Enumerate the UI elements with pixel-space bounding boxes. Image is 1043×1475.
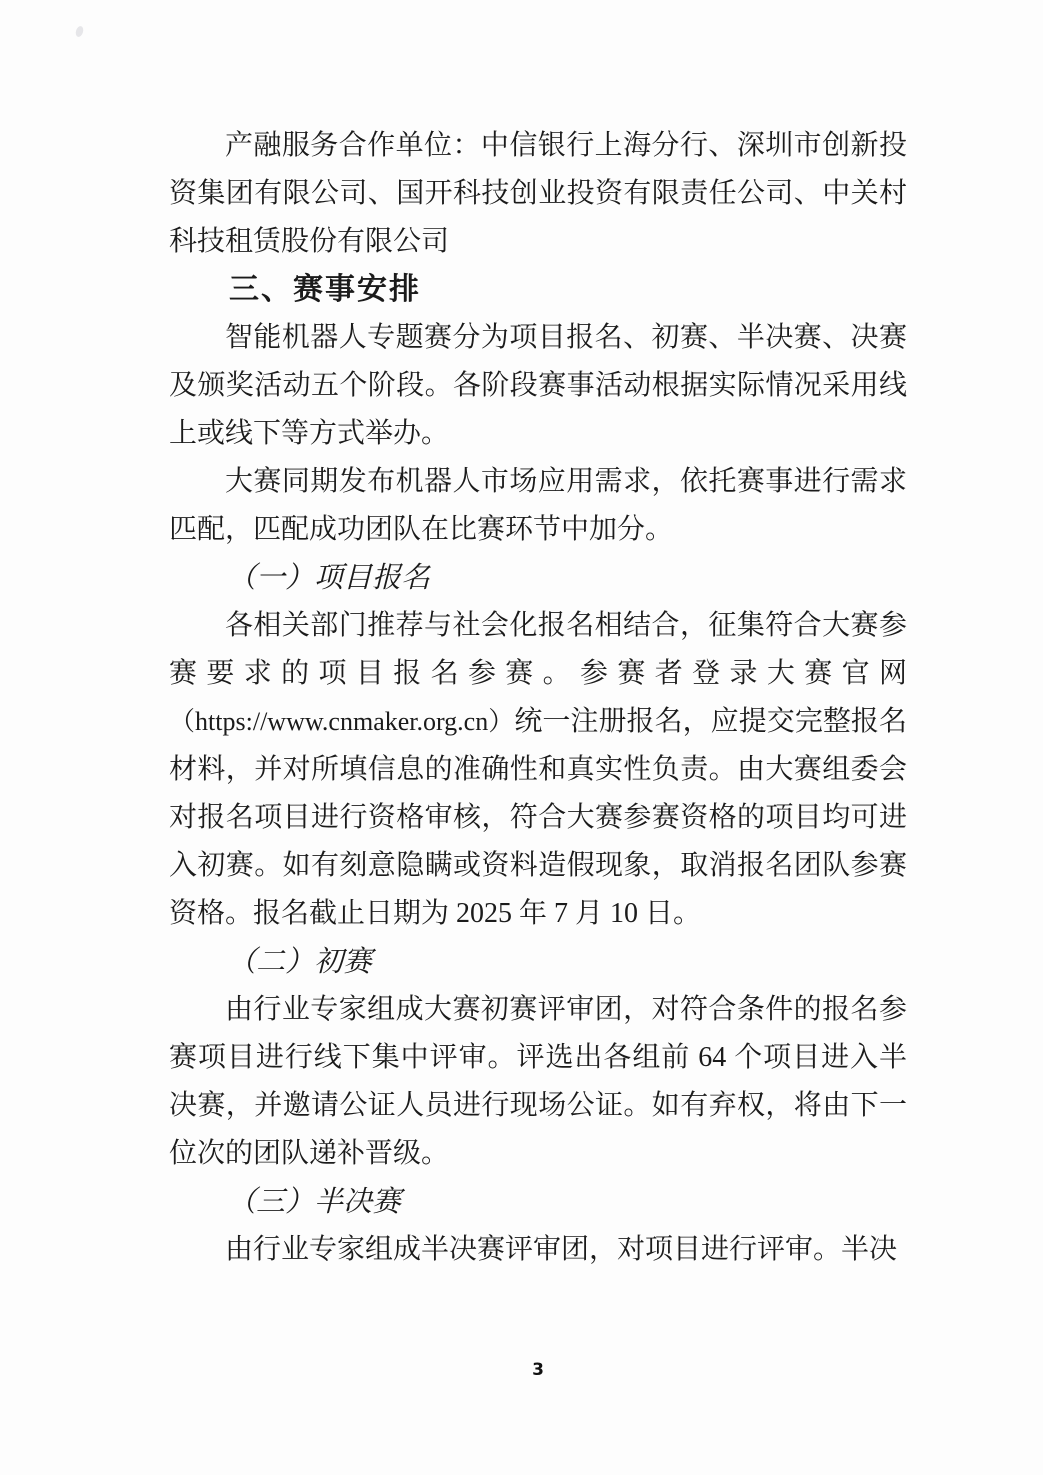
document-body (169, 122, 907, 1274)
heading-sub-2-preliminary-round: （二）初赛 (227, 946, 373, 978)
heading-sub-1-project-registration: （一）项目报名 (227, 562, 431, 594)
paragraph-registration-details (169, 602, 907, 938)
scan-artifact (74, 25, 84, 38)
paragraph-financial-partners: 产融服务合作单位：中信银行上海分行、深圳市创新投资集团有限公司、国开科技创业投资有限责任公司、中关村科技租赁股份有限公司 (169, 130, 907, 257)
page-number: 3 (532, 1360, 544, 1380)
registration-url: （https://www.cnmaker.org.cn） (169, 707, 515, 736)
heading-sub-3-semifinal-round: （三）半决赛 (227, 1186, 402, 1218)
registration-text-before-url: 各相关部门推荐与社会化报名相结合，征集符合大赛参赛要求的项目报名参赛。参赛者登录大赛官网 (169, 610, 907, 689)
paragraph-competition-stages: 智能机器人专题赛分为项目报名、初赛、半决赛、决赛及颁奖活动五个阶段。各阶段赛事活动根据实际情况采用线上或线下等方式举办。 (169, 322, 907, 449)
paragraph-demand-matching: 大赛同期发布机器人市场应用需求，依托赛事进行需求匹配，匹配成功团队在比赛环节中加分。 (169, 466, 907, 545)
paragraph-preliminary-details: 由行业专家组成大赛初赛评审团，对符合条件的报名参赛项目进行线下集中评审。评选出各组前 64 个项目进入半决赛，并邀请公证人员进行现场公证。如有弃权，将由下一位次的团队递补晋级。 (169, 994, 907, 1169)
paragraph-semifinal-intro: 由行业专家组成半决赛评审团，对项目进行评审。半决 (225, 1234, 898, 1265)
registration-text-after-url: 统一注册报名，应提交完整报名材料，并对所填信息的准确性和真实性负责。由大赛组委会对报名项目进行资格审核，符合大赛参赛资格的项目均可进入初赛。如有刻意隐瞒或资料造假现象，取消报名团队参赛资格。报名截止日期为 2025 年 7 月 10 日。 (169, 706, 907, 929)
heading-section-3-event-arrangement: 三、赛事安排 (229, 273, 421, 306)
